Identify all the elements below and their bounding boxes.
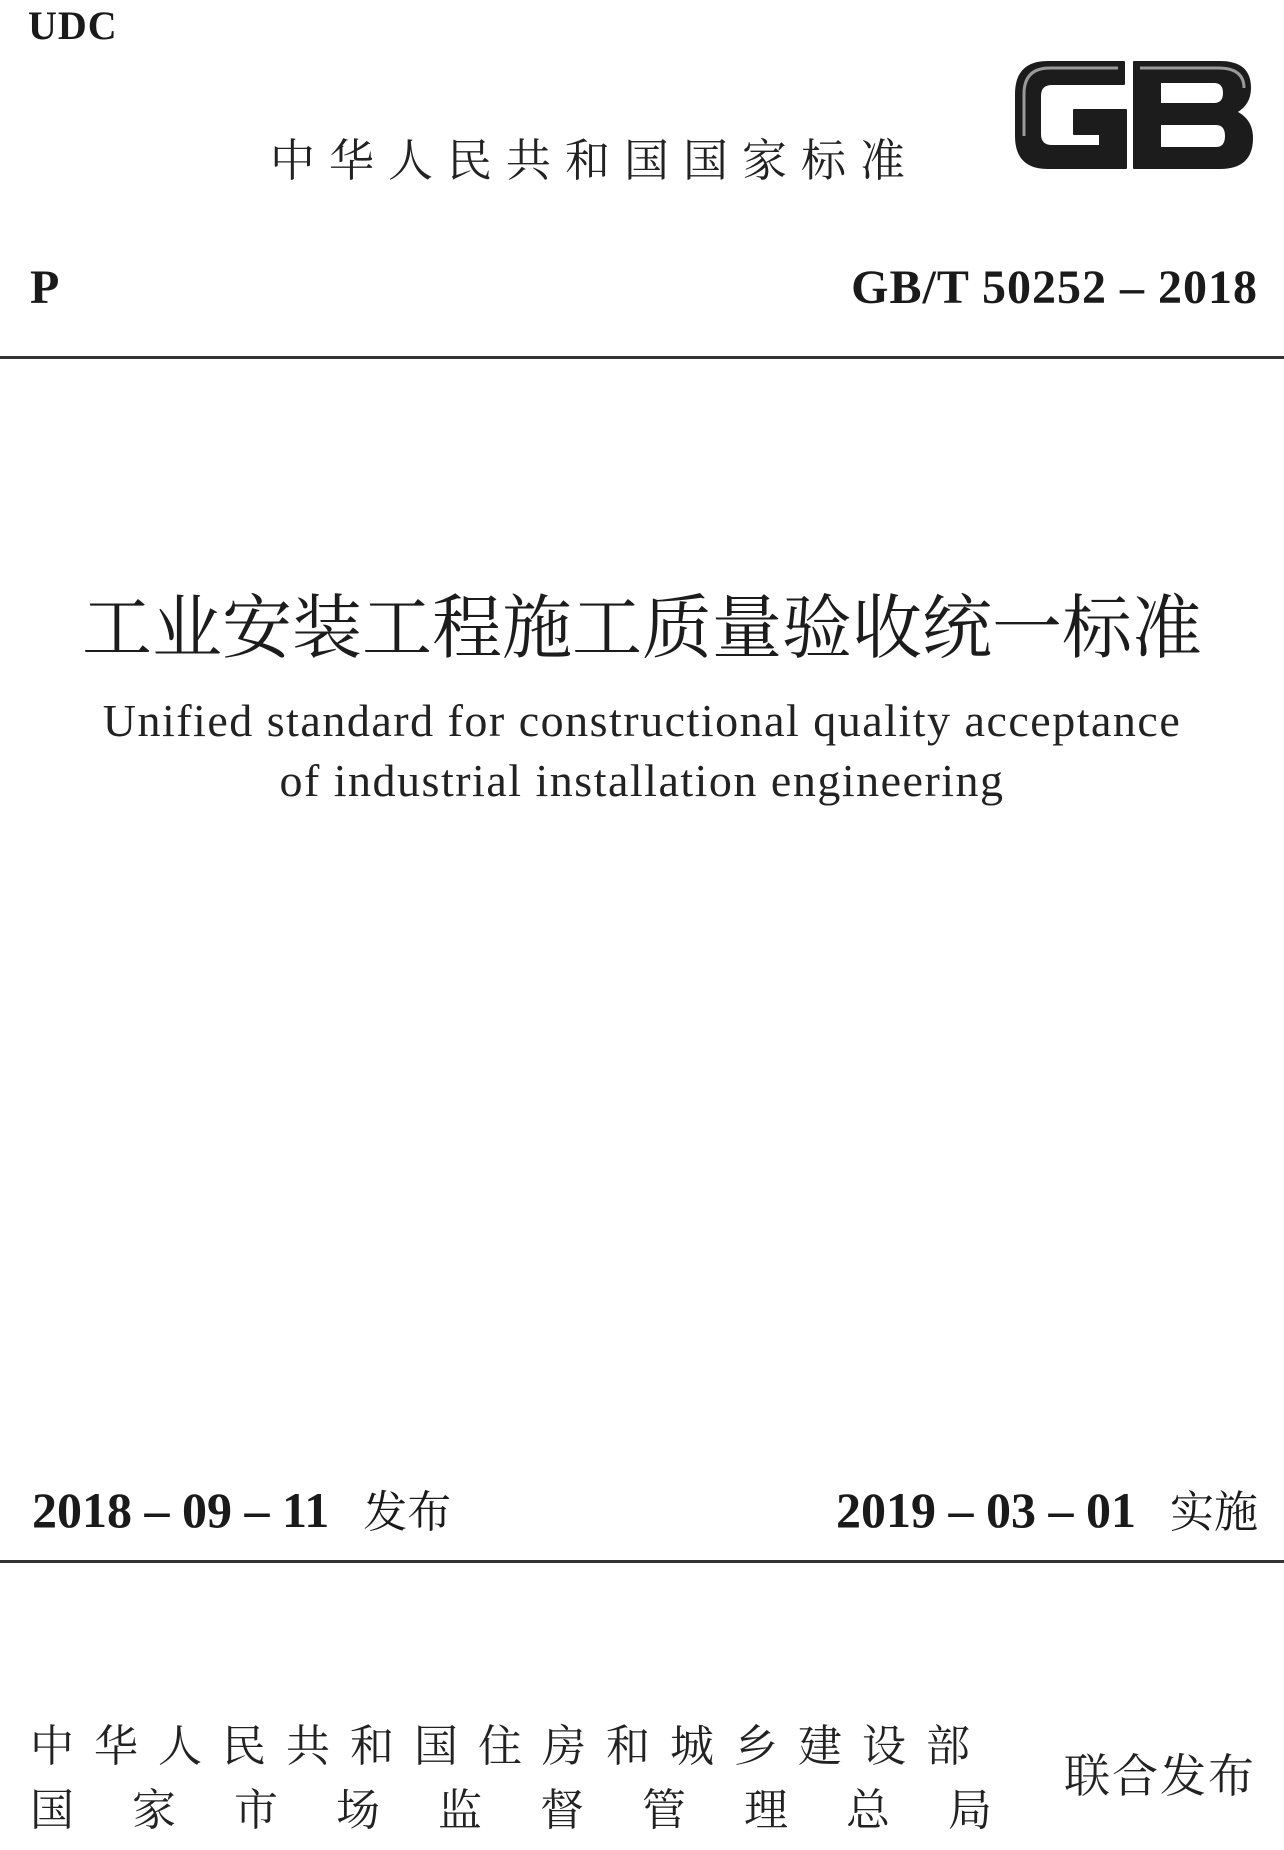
issue-date-block bbox=[32, 1476, 451, 1540]
udc-label: UDC bbox=[28, 3, 118, 48]
gb-logo-icon bbox=[1008, 48, 1258, 180]
implement-date: 2019 – 03 – 01 bbox=[836, 1482, 1136, 1538]
issuer-administration: 国家市场监督管理总局 bbox=[30, 1785, 1050, 1836]
top-divider bbox=[0, 356, 1284, 359]
title-chinese: 工业安装工程施工质量验收统一标准 bbox=[82, 587, 1202, 669]
bottom-divider bbox=[0, 1560, 1284, 1563]
national-standard-heading: 中华人民共和国国家标准 bbox=[270, 134, 920, 187]
title-english-line2: of industrial installation engineering bbox=[279, 755, 1005, 806]
implement-label: 实施 bbox=[1170, 1487, 1258, 1538]
standard-number: GB/T 50252 – 2018 bbox=[851, 261, 1258, 314]
issue-label: 发布 bbox=[363, 1487, 452, 1538]
classification-code: P bbox=[30, 261, 60, 314]
implement-date-block bbox=[836, 1476, 1258, 1540]
joint-issue-label: 联合发布 bbox=[1064, 1749, 1256, 1803]
title-english-line1: Unified standard for constructional quality acceptance bbox=[102, 695, 1182, 746]
issuer-ministry: 中华人民共和国住房和城乡建设部 bbox=[30, 1721, 990, 1772]
issue-date: 2018 – 09 – 11 bbox=[32, 1482, 330, 1538]
gb-logo bbox=[1008, 48, 1258, 180]
